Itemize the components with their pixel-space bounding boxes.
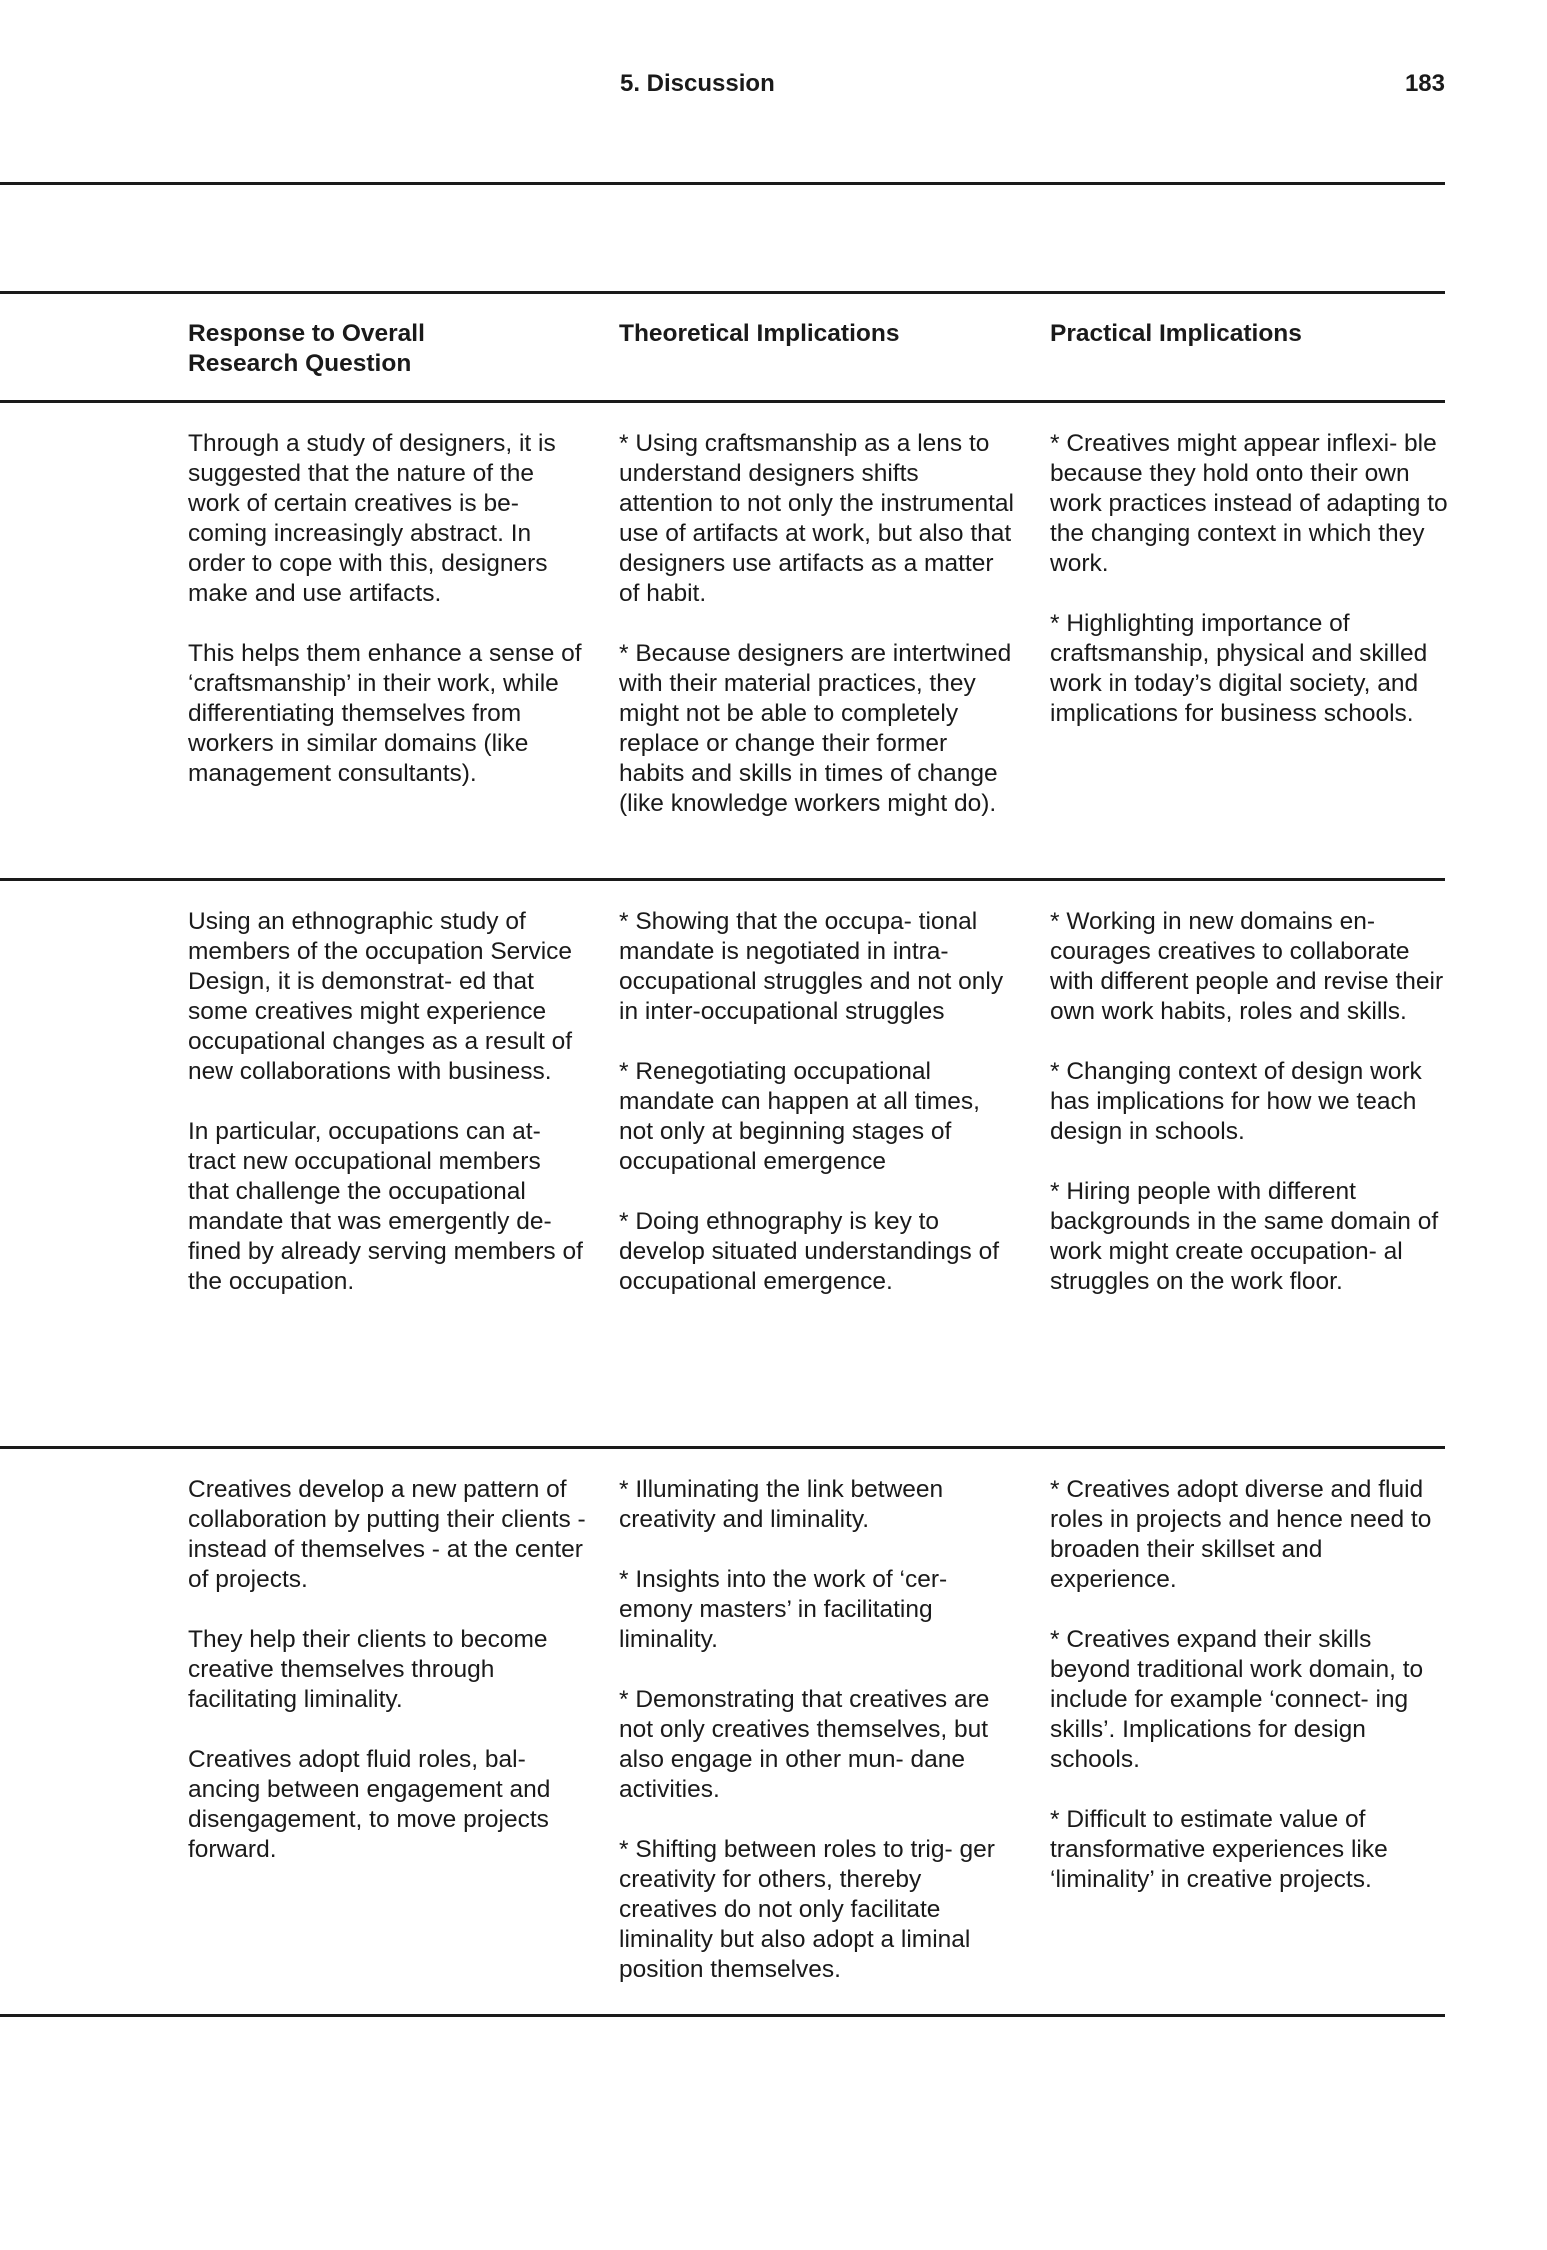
- row3-theoretical-para1: * Illuminating the link between creativity and liminality.: [619, 1476, 944, 1533]
- header-response: [188, 319, 588, 379]
- row-divider-2: [0, 1446, 1445, 1449]
- row3-practical-para3: * Difficult to estimate value of transformative experiences like ‘liminality’ in creative projects.: [1050, 1806, 1388, 1893]
- row3-practical-para2: * Creatives expand their skills beyond traditional work domain, to include for example ‘connect- ing skills’. Implications for design schools.: [1050, 1626, 1424, 1773]
- row3-practical: [1050, 1475, 1450, 1895]
- row2-theoretical-para3: * Doing ethnography is key to develop situated understandings of occupational emergence.: [619, 1208, 1000, 1295]
- header-rule: [0, 182, 1445, 185]
- row3-response-para2: They help their clients to become creative themselves through facilitating liminality.: [188, 1626, 548, 1713]
- row1-response: [188, 429, 588, 789]
- row-divider-1: [0, 878, 1445, 881]
- row3-theoretical-para2: * Insights into the work of ‘cer- emony masters’ in facilitating liminality.: [619, 1566, 948, 1653]
- page-number: 183: [1404, 70, 1445, 97]
- row3-response: [188, 1475, 588, 1865]
- row2-practical-para1: * Working in new domains en- courages creatives to collaborate with different people and revise their own work habits, roles and skills.: [1050, 908, 1444, 1025]
- row1-theoretical-para2: * Because designers are intertwined with their material practices, they might not be able to completely replace or change their former habits and skills in times of change (like knowledge workers might do).: [619, 640, 1012, 817]
- row2-theoretical-para1: * Showing that the occupa- tional mandate is negotiated in intra-occupational struggles and not only in inter-occupational struggles: [619, 908, 1004, 1025]
- row2-practical-para2: * Changing context of design work has implications for how we teach design in schools.: [1050, 1058, 1422, 1145]
- running-head: 5. Discussion: [620, 70, 775, 97]
- row2-theoretical: [619, 907, 1019, 1297]
- row2-response: [188, 907, 588, 1297]
- row2-response-para1: Using an ethnographic study of members of the occupation Service Design, it is demonstrat- ed that some creatives might experience occupational changes as a result of new collaborations with business.: [188, 908, 573, 1085]
- row3-response-para1: Creatives develop a new pattern of collaboration by putting their clients -instead of themselves - at the center of projects.: [188, 1476, 586, 1593]
- row1-practical: [1050, 429, 1450, 729]
- row2-theoretical-para2: * Renegotiating occupational mandate can happen at all times, not only at beginning stages of occupational emergence: [619, 1058, 980, 1175]
- table-top-rule: [0, 291, 1445, 294]
- row1-response-para1: Through a study of designers, it is suggested that the nature of the work of certain creatives is be- coming increasingly abstract. In order to cope with this, designers make and use artifacts.: [188, 430, 556, 607]
- row2-response-para2: In particular, occupations can at- tract new occupational members that challenge the occupational mandate that was emergently de- fined by already serving members of the occupation.: [188, 1118, 583, 1295]
- row1-practical-para1: * Creatives might appear inflexi- ble because they hold onto their own work practices instead of adapting to the changing context in which they work.: [1050, 430, 1448, 577]
- header-response-line2: Research Question: [188, 350, 412, 377]
- row1-response-para2: This helps them enhance a sense of ‘craftsmanship’ in their work, while differentiating themselves from workers in similar domains (like management consultants).: [188, 640, 582, 787]
- table-header-rule: [0, 400, 1445, 403]
- row3-theoretical: [619, 1475, 1019, 1985]
- header-response-line1: Response to Overall: [188, 320, 425, 347]
- row3-practical-para1: * Creatives adopt diverse and fluid roles in projects and hence need to broaden their skillset and experience.: [1050, 1476, 1432, 1593]
- row1-theoretical: [619, 429, 1019, 819]
- row1-theoretical-para1: * Using craftsmanship as a lens to understand designers shifts attention to not only the instrumental use of artifacts at work, but also that designers use artifacts as a matter of habit.: [619, 430, 1014, 607]
- header-theoretical: Theoretical Implications: [619, 320, 900, 347]
- row2-practical-para3: * Hiring people with different backgrounds in the same domain of work might create occupation- al struggles on the work floor.: [1050, 1178, 1439, 1295]
- row1-practical-para2: * Highlighting importance of craftsmanship, physical and skilled work in today’s digital society, and implications for business schools.: [1050, 610, 1428, 727]
- header-practical: Practical Implications: [1050, 320, 1302, 347]
- row3-theoretical-para3: * Demonstrating that creatives are not only creatives themselves, but also engage in other mun- dane activities.: [619, 1686, 990, 1803]
- row2-practical: [1050, 907, 1450, 1297]
- row3-response-para3: Creatives adopt fluid roles, bal- ancing between engagement and disengagement, to move projects forward.: [188, 1746, 551, 1863]
- table-bottom-rule: [0, 2014, 1445, 2017]
- row3-theoretical-para4: * Shifting between roles to trig- ger creativity for others, thereby creatives do not only facilitate liminality but also adopt a liminal position themselves.: [619, 1836, 995, 1983]
